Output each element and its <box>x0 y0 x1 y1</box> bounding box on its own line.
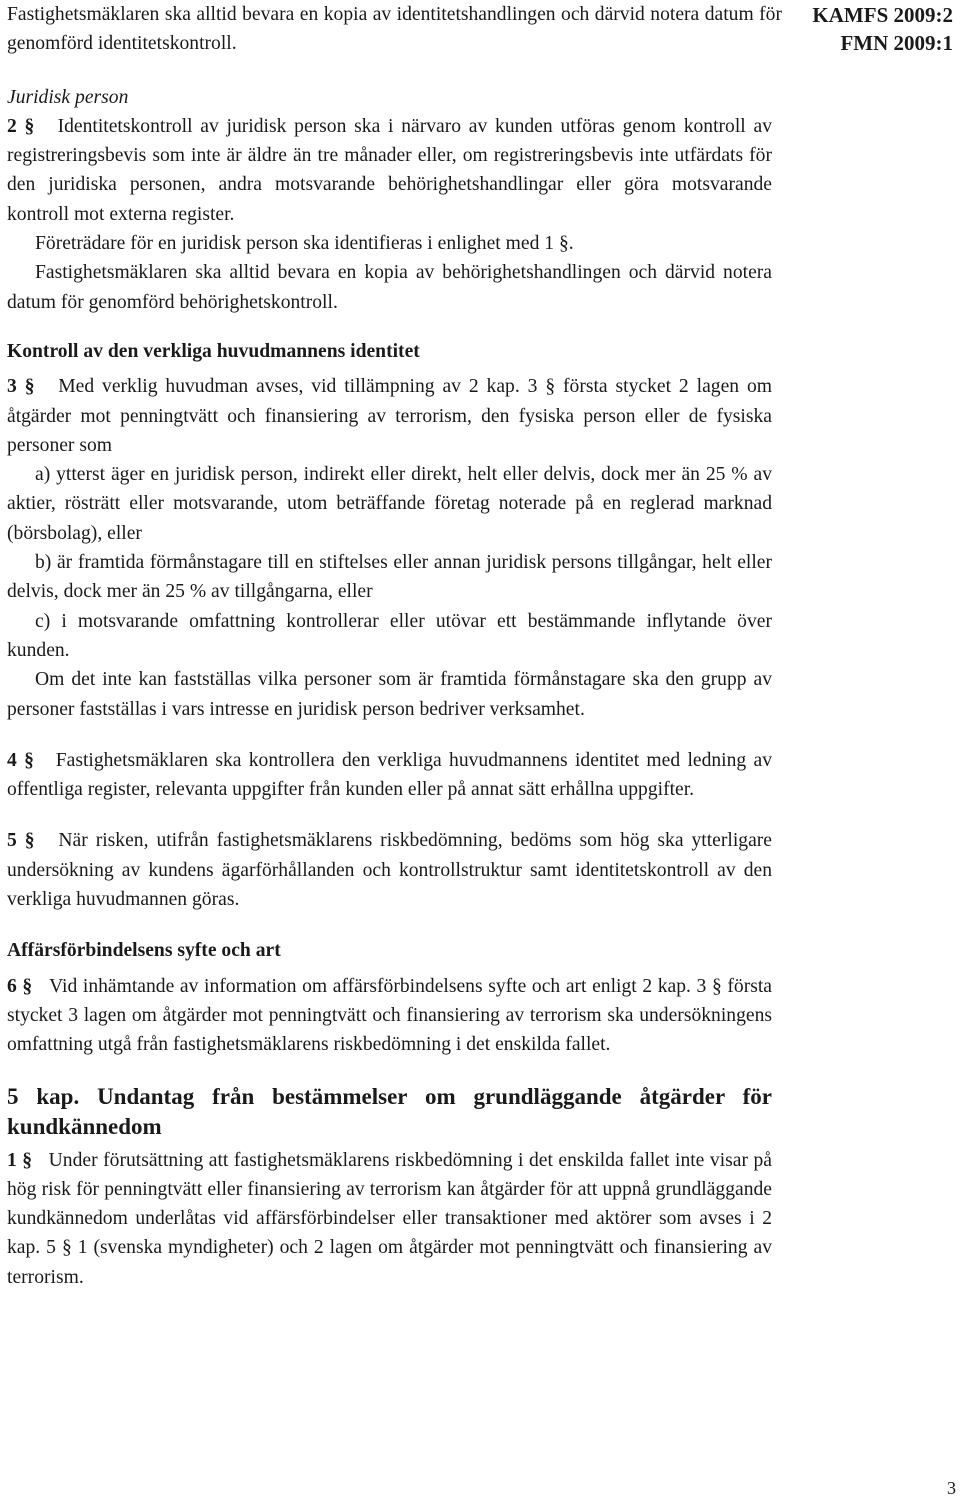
list-item-b: b) är framtida förmånstagare till en stiftelses eller annan juridisk persons tillgångar, helt eller delvis, dock mer än 25 % av tillgångarna, eller <box>7 552 772 603</box>
regulation-code-fmn: FMN 2009:1 <box>840 31 953 55</box>
paragraph-3 <box>7 372 772 460</box>
section-heading-verklig: Kontroll av den verkliga huvudmannens identitet <box>7 340 420 362</box>
paragraph-5 <box>7 826 772 914</box>
paragraph-number: 6 § <box>7 975 33 997</box>
paragraph-6 <box>7 972 772 1060</box>
paragraph-4 <box>7 746 772 805</box>
section-heading-juridisk: Juridisk person <box>7 86 129 108</box>
intro-paragraph: Fastighetsmäklaren ska alltid bevara en kopia av identitetshandlingen och därvid notera datum för genomförd identitetskontroll. <box>7 4 782 55</box>
regulation-codes <box>812 1 953 57</box>
paragraph-text: Vid inhämtande av information om affärsförbindelsens syfte och art enligt 2 kap. 3 § första stycket 3 lagen om åtgärder mot penningtvätt och finansiering av terrorism ska undersökningens omfattning utgå från fastighetsmäklarens riskbedömning i det enskilda fallet. <box>7 975 772 1056</box>
paragraph-number: 4 § <box>7 749 34 771</box>
paragraph-2-copy: Fastighetsmäklaren ska alltid bevara en kopia av behörighetshandlingen och därvid notera datum för genomförd behörighetskontroll. <box>7 262 772 313</box>
paragraph-number: 1 § <box>7 1149 33 1171</box>
paragraph-number: 3 § <box>7 376 35 398</box>
chapter-5-paragraph-1 <box>7 1146 772 1292</box>
paragraph-text: Identitetskontroll av juridisk person ska i närvaro av kunden utföras genom kontroll av registreringsbevis som inte är äldre än tre månader eller, om registreringsbevis inte utfärdats för den juridiska personen, andra motsvarande behörighetshandlingar eller göra motsvarande kontroll mot externa register. <box>7 115 772 225</box>
paragraph-text: Med verklig huvudman avses, vid tillämpning av 2 kap. 3 § första stycket 2 lagen om åtgärder mot penningtvätt och finansiering av terrorism, den fysiska person eller de fysiska personer som <box>7 376 772 456</box>
paragraph-3-beneficiaries: Om det inte kan fastställas vilka personer som är framtida förmånstagare ska den grupp av personer fastställas i vars intresse en juridisk person bedriver verksamhet. <box>7 669 772 720</box>
paragraph-2 <box>7 112 772 229</box>
paragraph-text: Fastighetsmäklaren ska kontrollera den verkliga huvudmannens identitet med ledning av offentliga register, relevanta uppgifter från kunden eller på annat sätt erhållna uppgifter. <box>7 749 772 801</box>
chapter-heading: 5 kap. Undantag från bestämmelser om grundläggande åtgärder för kundkännedom <box>7 1083 772 1139</box>
page-number: 3 <box>947 1478 956 1498</box>
paragraph-text: När risken, utifrån fastighetsmäklarens riskbedömning, bedöms som hög ska ytterligare undersökning av kundens ägarförhållanden och kontrollstruktur samt identitetskontroll av den verkliga huvudmannen göras. <box>7 830 772 911</box>
paragraph-2-representative: Företrädare för en juridisk person ska identifieras i enlighet med 1 §. <box>35 233 574 255</box>
regulation-code-kamfs: KAMFS 2009:2 <box>812 3 953 27</box>
section-heading-affars: Affärsförbindelsens syfte och art <box>7 940 281 962</box>
paragraph-number: 2 § <box>7 115 35 137</box>
body-text <box>7 0 782 1292</box>
paragraph-text: Under förutsättning att fastighetsmäklarens riskbedömning i det enskilda fallet inte visar på hög risk för penningtvätt eller finansiering av terrorism kan åtgärder för att uppnå grundläggande kundkännedom underlåtas vid affärsförbindelser eller transaktioner med aktörer som avses i 2 kap. 5 § 1 (svenska myndigheter) och 2 lagen om åtgärder mot penningtvätt och finansiering av terrorism. <box>7 1149 772 1288</box>
list-item-a: a) ytterst äger en juridisk person, indirekt eller direkt, helt eller delvis, dock mer än 25 % av aktier, rösträtt eller motsvarande, utom beträffande företag noterade på en reglerad marknad (börsbolag), eller <box>7 464 772 544</box>
list-item-c: c) i motsvarande omfattning kontrollerar eller utövar ett bestämmande inflytande över kunden. <box>7 610 772 661</box>
paragraph-number: 5 § <box>7 830 35 852</box>
